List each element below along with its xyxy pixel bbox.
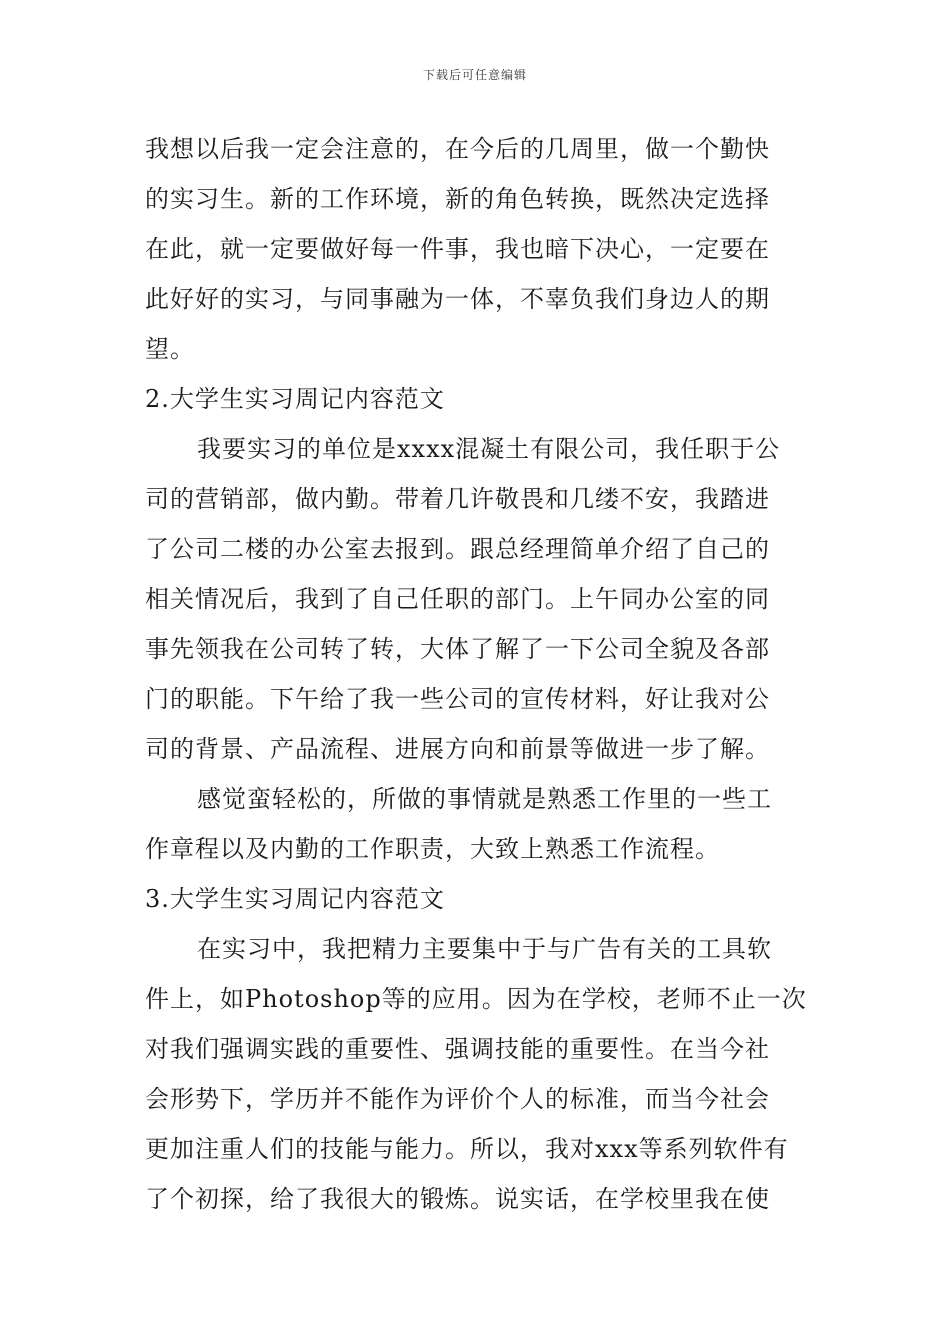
paragraph-line: 我想以后我一定会注意的，在今后的几周里，做一个勤快	[145, 135, 770, 163]
paragraph-line: 事先领我在公司转了转，大体了解了一下公司全貌及各部	[145, 635, 770, 663]
document-body	[145, 124, 810, 1224]
paragraph-line: 望。	[145, 335, 195, 363]
paragraph-line: 更加注重人们的技能与能力。所以，我对xxx等系列软件有	[145, 1135, 789, 1163]
paragraph-line: 的实习生。新的工作环境，新的角色转换，既然决定选择	[145, 185, 770, 213]
paragraph-line: 会形势下，学历并不能作为评价个人的标准，而当今社会	[145, 1085, 770, 1113]
paragraph-line: 在此，就一定要做好每一件事，我也暗下决心，一定要在	[145, 235, 770, 263]
paragraph-line: 对我们强调实践的重要性、强调技能的重要性。在当今社	[145, 1035, 770, 1063]
paragraph-line: 感觉蛮轻松的，所做的事情就是熟悉工作里的一些工	[197, 785, 772, 813]
paragraph-line: 件上，如Photoshop等的应用。因为在学校，老师不止一次	[145, 985, 807, 1013]
paragraph-line: 司的背景、产品流程、进展方向和前景等做进一步了解。	[145, 735, 770, 763]
section-heading: 2.大学生实习周记内容范文	[145, 385, 445, 413]
paragraph-line: 司的营销部，做内勤。带着几许敬畏和几缕不安，我踏进	[145, 485, 770, 513]
paragraph-line: 此好好的实习，与同事融为一体，不辜负我们身边人的期	[145, 285, 770, 313]
paragraph-line: 作章程以及内勤的工作职责，大致上熟悉工作流程。	[145, 835, 720, 863]
paragraph-line: 了公司二楼的办公室去报到。跟总经理简单介绍了自己的	[145, 535, 770, 563]
paragraph-line: 我要实习的单位是xxxx混凝土有限公司，我任职于公	[197, 435, 781, 463]
paragraph-line: 相关情况后，我到了自己任职的部门。上午同办公室的同	[145, 585, 770, 613]
paragraph-line: 了个初探，给了我很大的锻炼。说实话，在学校里我在使	[145, 1185, 770, 1213]
paragraph-line: 在实习中，我把精力主要集中于与广告有关的工具软	[197, 935, 772, 963]
paragraph-line: 门的职能。下午给了我一些公司的宣传材料，好让我对公	[145, 685, 770, 713]
page-header: 下载后可任意编辑	[422, 68, 527, 82]
section-heading: 3.大学生实习周记内容范文	[145, 885, 445, 913]
